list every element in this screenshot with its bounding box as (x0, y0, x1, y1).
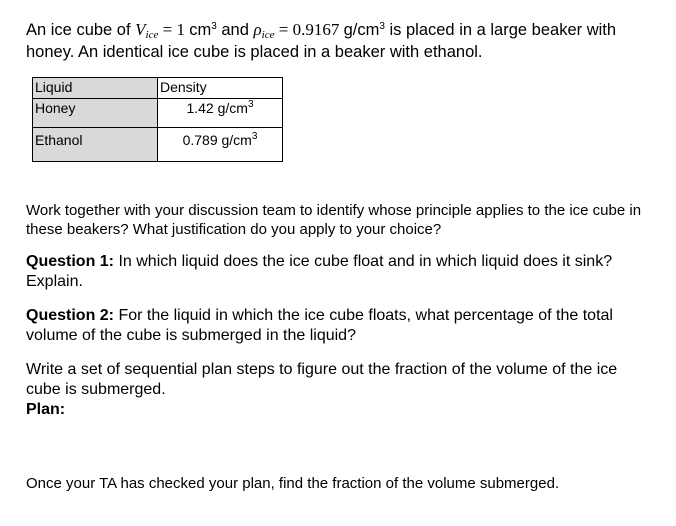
question-1-text: In which liquid does the ice cube float and in which liquid does it sink? Explain. (26, 253, 613, 290)
volume-unit-exponent: 3 (211, 21, 217, 32)
liquid-ethanol: Ethanol (33, 128, 158, 162)
header-density: Density (158, 78, 283, 99)
rho-subscript: ice (261, 29, 275, 41)
question-2-text: For the liquid in which the ice cube floats, what percentage of the total volume of the cube is submerged in the liquid? (26, 307, 613, 344)
density-honey (158, 99, 283, 128)
plan-prompt (26, 360, 650, 420)
table-row (33, 128, 283, 162)
discussion-paragraph: Work together with your discussion team to identify whose principle applies to the ice cube in these beakers? What justification do you apply to your choice? (26, 202, 642, 238)
density-ethanol-value: 0.789 g/cm (182, 132, 252, 148)
question-2-label: Question 2: (26, 307, 115, 324)
plan-label: Plan: (26, 401, 66, 418)
intro-and: and (216, 21, 254, 39)
volume-unit: cm (189, 21, 212, 39)
density-unit-exponent: 3 (379, 21, 385, 32)
question-1-label: Question 1: (26, 253, 115, 270)
volume-symbol (135, 20, 189, 39)
final-instruction: Once your TA has checked your plan, find the fraction of the volume submerged. (26, 475, 560, 492)
header-liquid: Liquid (33, 78, 158, 99)
volume-letter: V (135, 20, 146, 39)
plan-prompt-text: Write a set of sequential plan steps to figure out the fraction of the volume of the ice cube is submerged. (26, 361, 618, 398)
liquid-honey: Honey (33, 99, 158, 128)
question-1 (26, 252, 650, 292)
intro-text-start: An ice cube of (26, 21, 136, 39)
density-honey-value: 1.42 g/cm (186, 100, 248, 116)
intro-text-end: is placed in a large beaker with honey. An identical ice cube is placed in a beaker with ethanol. (26, 21, 617, 61)
density-equals: = 0.9167 (274, 20, 344, 39)
density-symbol (253, 20, 343, 39)
density-table (32, 77, 283, 162)
table-header-row (33, 78, 283, 99)
intro-paragraph (26, 19, 656, 63)
density-honey-exponent: 3 (247, 99, 254, 110)
density-unit: g/cm (343, 21, 380, 39)
volume-equals: = 1 (158, 20, 190, 39)
density-ethanol (158, 128, 283, 162)
volume-subscript: ice (145, 29, 159, 41)
rho-letter: ρ (253, 20, 262, 39)
question-2 (26, 306, 650, 346)
density-ethanol-exponent: 3 (251, 131, 258, 142)
table-row (33, 99, 283, 128)
